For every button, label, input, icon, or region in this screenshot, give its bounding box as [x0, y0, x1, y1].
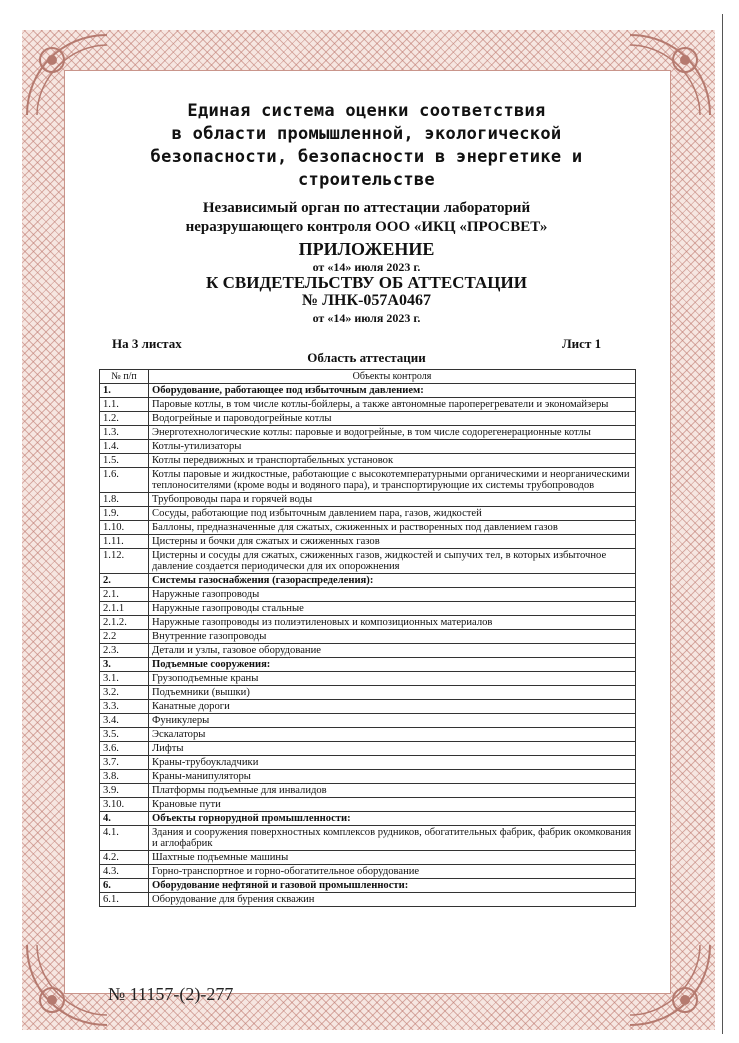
- row-number: 2.1.: [100, 588, 149, 602]
- table-row: [100, 893, 636, 907]
- row-object: Крановые пути: [149, 798, 636, 812]
- table-row: [100, 851, 636, 865]
- system-title-line-4: строительстве: [298, 170, 435, 190]
- table-row: [100, 549, 636, 574]
- row-number: 1.4.: [100, 440, 149, 454]
- row-object: Паровые котлы, в том числе котлы-бойлеры, а также автономные пароперегреватели и экономайзеры: [149, 398, 636, 412]
- row-object: Оборудование для бурения скважин: [149, 893, 636, 907]
- table-row: [100, 756, 636, 770]
- table-row: [100, 742, 636, 756]
- appendix-title: ПРИЛОЖЕНИЕ: [298, 239, 435, 259]
- row-object: Наружные газопроводы стальные: [149, 602, 636, 616]
- system-title-line-1: Единая система оценки соответствия: [187, 101, 546, 121]
- table-row: [100, 784, 636, 798]
- column-header-objects: Объекты контроля: [149, 370, 636, 384]
- section-row: [100, 812, 636, 826]
- row-number: 3.: [100, 658, 149, 672]
- table-row: [100, 440, 636, 454]
- row-number: 2.1.2.: [100, 616, 149, 630]
- table-row: [100, 521, 636, 535]
- row-object: Оборудование, работающее под избыточным давлением:: [149, 384, 636, 398]
- scope-table: [99, 369, 636, 907]
- row-object: Лифты: [149, 742, 636, 756]
- section-row: [100, 384, 636, 398]
- row-object: Цистерны и сосуды для сжатых, сжиженных газов, жидкостей и сыпучих тел, в которых избыточное давление создается периодически для их опорожнения: [149, 549, 636, 574]
- row-number: 1.2.: [100, 412, 149, 426]
- row-number: 1.10.: [100, 521, 149, 535]
- row-number: 3.10.: [100, 798, 149, 812]
- row-object: Энерготехнологические котлы: паровые и водогрейные, в том числе содорегенерационные котлы: [149, 426, 636, 440]
- certifying-body-line-2: неразрушающего контроля ООО «ИКЦ «ПРОСВЕТ»: [185, 219, 548, 235]
- row-object: Внутренние газопроводы: [149, 630, 636, 644]
- row-number: 3.8.: [100, 770, 149, 784]
- certificate-title: К СВИДЕТЕЛЬСТВУ ОБ АТТЕСТАЦИИ: [206, 273, 527, 292]
- sheets-total: На 3 листах: [112, 336, 182, 351]
- section-row: [100, 879, 636, 893]
- table-row: [100, 630, 636, 644]
- table-row: [100, 398, 636, 412]
- table-row: [100, 454, 636, 468]
- scan-edge-line: [722, 14, 723, 1034]
- row-object: Подъемники (вышки): [149, 686, 636, 700]
- table-row: [100, 798, 636, 812]
- table-row: [100, 770, 636, 784]
- sheet-label: Лист 1: [562, 336, 602, 351]
- row-number: 3.9.: [100, 784, 149, 798]
- row-number: 2.2: [100, 630, 149, 644]
- table-row: [100, 412, 636, 426]
- table-row: [100, 686, 636, 700]
- row-number: 1.9.: [100, 507, 149, 521]
- row-object: Краны-трубоукладчики: [149, 756, 636, 770]
- row-number: 1.11.: [100, 535, 149, 549]
- row-object: Детали и узлы, газовое оборудование: [149, 644, 636, 658]
- row-number: 2.1.1: [100, 602, 149, 616]
- row-object: Грузоподъемные краны: [149, 672, 636, 686]
- row-number: 3.5.: [100, 728, 149, 742]
- row-object: Объекты горнорудной промышленности:: [149, 812, 636, 826]
- table-row: [100, 602, 636, 616]
- row-number: 3.6.: [100, 742, 149, 756]
- table-row: [100, 865, 636, 879]
- certifying-body-line-1: Независимый орган по аттестации лабораторий: [202, 200, 531, 216]
- row-object: Шахтные подъемные машины: [149, 851, 636, 865]
- table-row: [100, 588, 636, 602]
- row-number: 2.: [100, 574, 149, 588]
- row-number: 1.8.: [100, 493, 149, 507]
- row-object: Канатные дороги: [149, 700, 636, 714]
- row-number: 1.: [100, 384, 149, 398]
- row-object: Котлы-утилизаторы: [149, 440, 636, 454]
- section-row: [100, 574, 636, 588]
- row-object: Фуникулеры: [149, 714, 636, 728]
- system-title-line-2: в области промышленной, экологической: [171, 124, 562, 144]
- table-row: [100, 507, 636, 521]
- appendix-date: от «14» июля 2023 г.: [312, 260, 421, 274]
- row-number: 4.: [100, 812, 149, 826]
- row-number: 3.3.: [100, 700, 149, 714]
- section-row: [100, 658, 636, 672]
- row-number: 3.7.: [100, 756, 149, 770]
- table-row: [100, 493, 636, 507]
- row-object: Подъемные сооружения:: [149, 658, 636, 672]
- table-row: [100, 700, 636, 714]
- table-header-row: [100, 370, 636, 384]
- table-row: [100, 672, 636, 686]
- table-row: [100, 826, 636, 851]
- row-object: Платформы подъемные для инвалидов: [149, 784, 636, 798]
- row-object: Цистерны и бочки для сжатых и сжиженных газов: [149, 535, 636, 549]
- table-row: [100, 535, 636, 549]
- row-object: Котлы передвижных и транспортабельных установок: [149, 454, 636, 468]
- row-number: 6.: [100, 879, 149, 893]
- table-row: [100, 714, 636, 728]
- system-title-line-3: безопасности, безопасности в энергетике и: [150, 147, 583, 167]
- row-number: 3.1.: [100, 672, 149, 686]
- row-object: Водогрейные и пароводогрейные котлы: [149, 412, 636, 426]
- row-number: 3.2.: [100, 686, 149, 700]
- row-object: Котлы паровые и жидкостные, работающие с высокотемпературными органическими и неорганическими теплоносителями (кроме воды и водяного пара), и транспортирующие их системы трубопроводов: [149, 468, 636, 493]
- row-number: 1.5.: [100, 454, 149, 468]
- row-object: Краны-манипуляторы: [149, 770, 636, 784]
- row-number: 4.1.: [100, 826, 149, 851]
- row-number: 1.12.: [100, 549, 149, 574]
- row-number: 1.3.: [100, 426, 149, 440]
- row-object: Наружные газопроводы: [149, 588, 636, 602]
- row-number: 2.3.: [100, 644, 149, 658]
- row-object: Системы газоснабжения (газораспределения):: [149, 574, 636, 588]
- row-object: Наружные газопроводы из полиэтиленовых и композиционных материалов: [149, 616, 636, 630]
- certificate-date: от «14» июля 2023 г.: [312, 311, 421, 325]
- column-header-number: № п/п: [100, 370, 149, 384]
- table-row: [100, 426, 636, 440]
- table-row: [100, 616, 636, 630]
- row-number: 3.4.: [100, 714, 149, 728]
- row-number: 1.6.: [100, 468, 149, 493]
- row-number: 6.1.: [100, 893, 149, 907]
- scope-title: Область аттестации: [307, 350, 426, 365]
- table-row: [100, 468, 636, 493]
- row-object: Сосуды, работающие под избыточным давлением пара, газов, жидкостей: [149, 507, 636, 521]
- row-object: Трубопроводы пара и горячей воды: [149, 493, 636, 507]
- row-object: Баллоны, предназначенные для сжатых, сжиженных и растворенных под давлением газов: [149, 521, 636, 535]
- form-number: № 11157-(2)-277: [108, 984, 234, 1004]
- table-row: [100, 728, 636, 742]
- certificate-number: № ЛНК-057А0467: [302, 292, 431, 309]
- row-object: Эскалаторы: [149, 728, 636, 742]
- row-object: Горно-транспортное и горно-обогатительное оборудование: [149, 865, 636, 879]
- row-object: Оборудование нефтяной и газовой промышленности:: [149, 879, 636, 893]
- row-number: 4.3.: [100, 865, 149, 879]
- row-object: Здания и сооружения поверхностных комплексов рудников, обогатительных фабрик, фабрик окомкования и аглофабрик: [149, 826, 636, 851]
- row-number: 1.1.: [100, 398, 149, 412]
- row-number: 4.2.: [100, 851, 149, 865]
- table-row: [100, 644, 636, 658]
